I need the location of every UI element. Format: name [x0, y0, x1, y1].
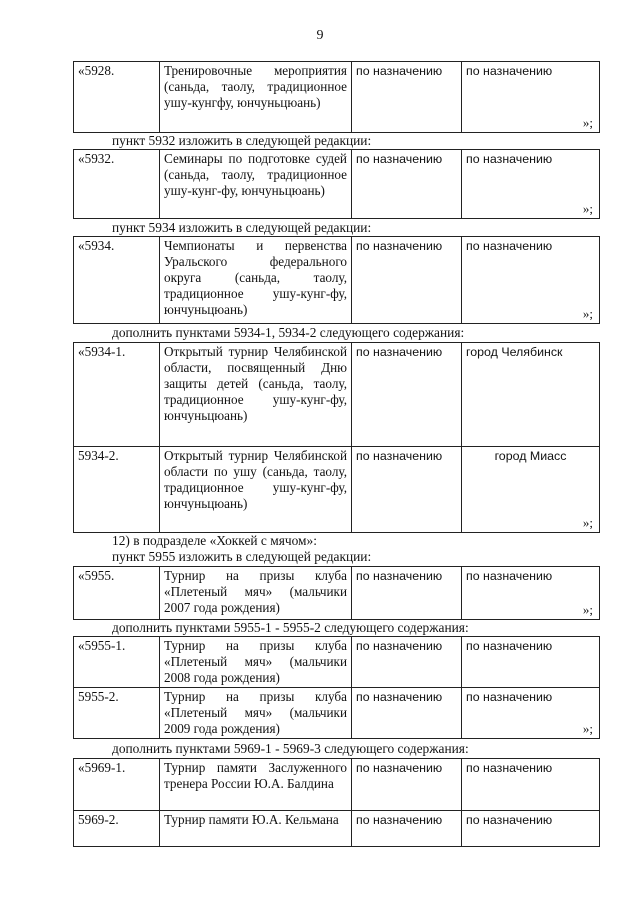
item-location-cell	[462, 811, 600, 847]
item-number: «5932.	[74, 150, 160, 219]
item-description: Турнир памяти Ю.А. Кельмана	[160, 811, 352, 847]
item-place: по назначению	[352, 62, 462, 133]
item-place: по назначению	[352, 811, 462, 847]
table-row	[74, 447, 600, 533]
section-heading: 12) в подразделе «Хоккей с мячом»:	[112, 533, 317, 548]
table-row	[74, 811, 600, 847]
item-number: «5934.	[74, 237, 160, 324]
instruction-text: дополнить пунктами 5955-1 - 5955-2 следующего содержания:	[112, 620, 469, 635]
item-place: по назначению	[352, 447, 462, 533]
item-location-cell	[462, 150, 600, 219]
item-description: Турнир памяти Заслуженного тренера России Ю.А. Балдина	[160, 759, 352, 811]
table-row	[74, 343, 600, 447]
item-location-cell	[462, 637, 600, 688]
item-location: город Миасс	[494, 449, 567, 463]
item-number: 5969-2.	[74, 811, 160, 847]
table-row	[74, 637, 600, 688]
item-location-cell	[462, 447, 600, 533]
item-place: по назначению	[352, 150, 462, 219]
table-row	[74, 150, 600, 219]
table-5969-additions	[73, 758, 600, 847]
item-description: Тренировочные мероприятия (саньда, таолу, традиционное ушу-кунгфу, юнчуньцюань)	[160, 62, 352, 133]
table-row	[74, 62, 600, 133]
table-row	[74, 759, 600, 811]
closing-quote: »;	[582, 115, 593, 130]
closing-quote: »;	[582, 721, 593, 736]
table-5955-additions	[73, 636, 600, 739]
item-number: «5934-1.	[74, 343, 160, 447]
instruction-text: пункт 5934 изложить в следующей редакции:	[112, 220, 372, 235]
item-location: по назначению	[466, 639, 553, 653]
item-location: по назначению	[466, 569, 553, 583]
table-5932	[73, 149, 600, 219]
item-location: город Челябинск	[466, 345, 563, 359]
table-row	[74, 688, 600, 739]
table-5955	[73, 566, 600, 620]
item-number: «5955.	[74, 567, 160, 620]
item-place: по назначению	[352, 637, 462, 688]
item-description: Открытый турнир Челябинской области по ушу (саньда, таолу, традиционное ушу-кунг-фу, юнчуньцюань)	[160, 447, 352, 533]
item-location: по назначению	[466, 813, 553, 827]
item-number: 5955-2.	[74, 688, 160, 739]
table-5934	[73, 236, 600, 324]
item-place: по назначению	[352, 688, 462, 739]
item-description: Семинары по подготовке судей (саньда, таолу, традиционное ушу-кунг-фу, юнчуньцюань)	[160, 150, 352, 219]
item-number: «5928.	[74, 62, 160, 133]
page-number: 9	[316, 28, 324, 43]
table-row	[74, 237, 600, 324]
closing-quote: »;	[582, 515, 593, 530]
item-location: по назначению	[466, 690, 553, 704]
item-number: «5969-1.	[74, 759, 160, 811]
item-description: Чемпионаты и первенства Уральского федерального округа (саньда, таолу, традиционное ушу-кунг-фу, юнчуньцюань)	[160, 237, 352, 324]
item-description: Открытый турнир Челябинской области, посвященный Дню защиты детей (саньда, таолу, традиционное ушу-кунг-фу, юнчуньцюань)	[160, 343, 352, 447]
item-number: «5955-1.	[74, 637, 160, 688]
closing-quote: »;	[582, 306, 593, 321]
item-location: по назначению	[466, 761, 553, 775]
instruction-text: пункт 5955 изложить в следующей редакции:	[112, 549, 372, 564]
item-location: по назначению	[466, 64, 553, 78]
closing-quote: »;	[582, 602, 593, 617]
item-location-cell	[462, 343, 600, 447]
table-5934-additions	[73, 342, 600, 533]
item-description: Турнир на призы клуба «Плетеный мяч» (мальчики 2007 года рождения)	[160, 567, 352, 620]
closing-quote: »;	[582, 201, 593, 216]
instruction-text: пункт 5932 изложить в следующей редакции:	[112, 133, 372, 148]
item-place: по назначению	[352, 237, 462, 324]
item-location-cell	[462, 567, 600, 620]
item-location-cell	[462, 237, 600, 324]
item-location-cell	[462, 62, 600, 133]
item-place: по назначению	[352, 343, 462, 447]
item-location-cell	[462, 688, 600, 739]
item-location: по назначению	[466, 239, 553, 253]
item-place: по назначению	[352, 759, 462, 811]
instruction-text: дополнить пунктами 5934-1, 5934-2 следующего содержания:	[112, 325, 465, 340]
item-place: по назначению	[352, 567, 462, 620]
item-location-cell	[462, 759, 600, 811]
item-description: Турнир на призы клуба «Плетеный мяч» (мальчики 2008 года рождения)	[160, 637, 352, 688]
item-number: 5934-2.	[74, 447, 160, 533]
table-5928	[73, 61, 600, 133]
item-description: Турнир на призы клуба «Плетеный мяч» (мальчики 2009 года рождения)	[160, 688, 352, 739]
instruction-text: дополнить пунктами 5969-1 - 5969-3 следующего содержания:	[112, 741, 469, 756]
table-row	[74, 567, 600, 620]
item-location: по назначению	[466, 152, 553, 166]
